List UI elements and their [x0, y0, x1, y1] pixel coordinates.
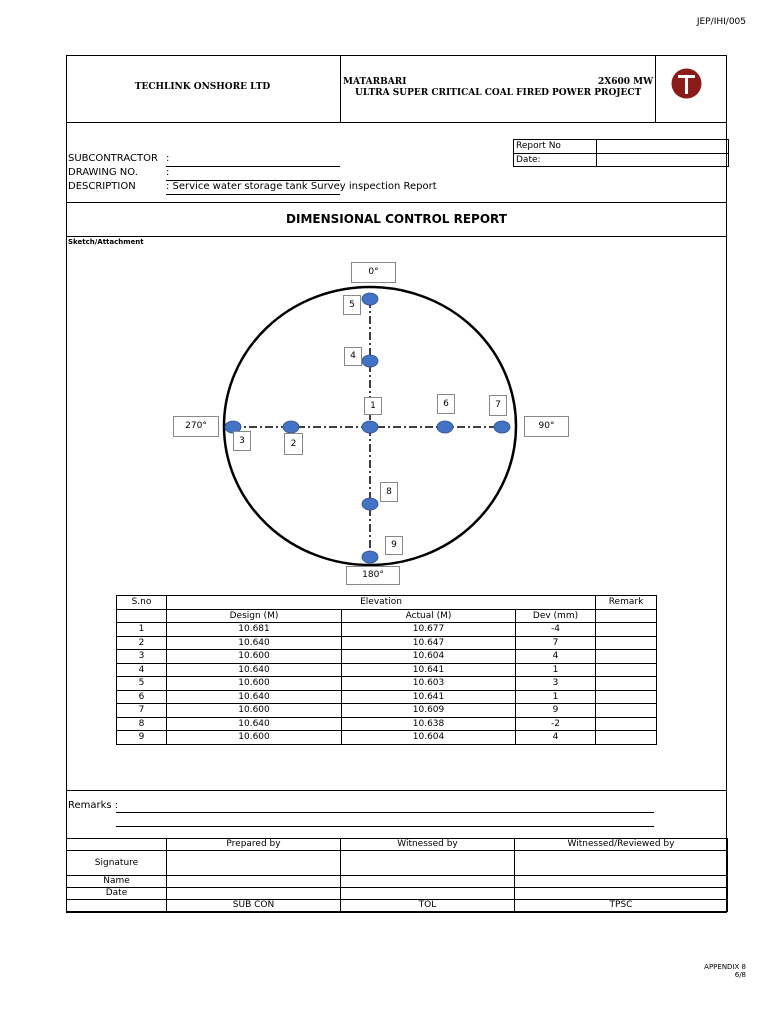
cell-actual: 10.609	[342, 704, 516, 718]
name-witnessed-field[interactable]	[341, 876, 515, 888]
table-row	[117, 663, 657, 677]
cell-remark	[596, 690, 657, 704]
point-label-7: 7	[489, 395, 507, 416]
header-remark: Remark	[596, 596, 657, 610]
point-label-5: 5	[343, 295, 361, 315]
date-witnessed-field[interactable]	[341, 888, 515, 900]
row-signature: Signature	[67, 851, 167, 876]
row-date: Date	[67, 888, 167, 900]
cell-design: 10.640	[167, 663, 342, 677]
name-prepared-field[interactable]	[167, 876, 341, 888]
signature-witnessed-field[interactable]	[341, 851, 515, 876]
project-title: ULTRA SUPER CRITICAL COAL FIRED POWER PROJECT	[355, 88, 642, 98]
date-prepared-field[interactable]	[167, 888, 341, 900]
cell-sno: 2	[117, 636, 167, 650]
cell-remark	[596, 717, 657, 731]
table-row	[117, 677, 657, 691]
header-sno: S.no	[117, 596, 167, 610]
angle-90-label: 90°	[524, 416, 569, 437]
cell-dev: 4	[516, 731, 596, 745]
col-reviewed-by: Witnessed/Reviewed by	[515, 839, 728, 851]
cell-dev: 7	[516, 636, 596, 650]
remarks-line-2[interactable]	[116, 826, 654, 827]
subcontractor-label: SUBCONTRACTOR	[68, 153, 158, 164]
foot-sub-con: SUB CON	[167, 900, 341, 912]
cell-dev: -4	[516, 623, 596, 637]
description-label: DESCRIPTION	[68, 181, 136, 192]
remarks-label: Remarks :	[68, 800, 119, 811]
table-row	[117, 704, 657, 718]
cell-remark	[596, 636, 657, 650]
row-name: Name	[67, 876, 167, 888]
cell-design: 10.600	[167, 677, 342, 691]
name-reviewed-field[interactable]	[515, 876, 728, 888]
cell-remark	[596, 731, 657, 745]
cell-dev: 9	[516, 704, 596, 718]
drawing-label: DRAWING NO.	[68, 167, 138, 178]
project-name-left: MATARBARI	[343, 77, 407, 87]
header-dev: Dev (mm)	[516, 609, 596, 623]
point-label-3: 3	[233, 431, 251, 451]
cell-remark	[596, 663, 657, 677]
header-actual: Actual (M)	[342, 609, 516, 623]
cell-design: 10.681	[167, 623, 342, 637]
foot-tol: TOL	[341, 900, 515, 912]
appendix-label: APPENDIX 8	[704, 963, 746, 971]
point-label-8: 8	[380, 482, 398, 502]
cell-dev: 1	[516, 663, 596, 677]
date-label: Date:	[514, 153, 597, 167]
cell-actual: 10.641	[342, 663, 516, 677]
cell-design: 10.600	[167, 650, 342, 664]
survey-point-1	[362, 421, 378, 433]
cell-sno: 9	[117, 731, 167, 745]
table-row	[117, 731, 657, 745]
report-no-label: Report No	[514, 140, 597, 154]
point-label-2: 2	[284, 433, 303, 455]
table-row	[117, 690, 657, 704]
header-elevation: Elevation	[167, 596, 596, 610]
cell-design: 10.640	[167, 717, 342, 731]
cell-actual: 10.638	[342, 717, 516, 731]
angle-0-label: 0°	[351, 262, 396, 283]
sketch-label: Sketch/Attachment	[68, 238, 144, 246]
survey-point-4	[362, 355, 378, 367]
subcontractor-value: :	[166, 153, 170, 164]
table-row	[117, 636, 657, 650]
table-row	[117, 623, 657, 637]
cell-design: 10.600	[167, 704, 342, 718]
col-witnessed-by: Witnessed by	[341, 839, 515, 851]
cell-dev: 1	[516, 690, 596, 704]
foot-tpsc: TPSC	[515, 900, 728, 912]
drawing-value: :	[166, 167, 170, 178]
cell-sno: 7	[117, 704, 167, 718]
point-label-6: 6	[437, 394, 455, 414]
cell-sno: 6	[117, 690, 167, 704]
report-title: DIMENSIONAL CONTROL REPORT	[286, 212, 507, 226]
survey-point-6	[437, 421, 453, 433]
angle-180-label: 180°	[346, 566, 400, 585]
cell-remark	[596, 704, 657, 718]
survey-point-8	[362, 498, 378, 510]
company-name: TECHLINK ONSHORE LTD	[134, 82, 271, 92]
cell-dev: 3	[516, 677, 596, 691]
cell-sno: 4	[117, 663, 167, 677]
cell-actual: 10.647	[342, 636, 516, 650]
cell-actual: 10.604	[342, 731, 516, 745]
cell-remark	[596, 677, 657, 691]
survey-point-2	[283, 421, 299, 433]
signoff-table	[66, 838, 728, 912]
cell-actual: 10.641	[342, 690, 516, 704]
cell-remark	[596, 650, 657, 664]
cell-sno: 8	[117, 717, 167, 731]
table-row	[117, 717, 657, 731]
point-label-1: 1	[364, 397, 382, 415]
cell-design: 10.640	[167, 636, 342, 650]
cell-design: 10.600	[167, 731, 342, 745]
survey-point-7	[494, 421, 510, 433]
page-number: 6/8	[734, 971, 746, 979]
signature-reviewed-field[interactable]	[515, 851, 728, 876]
cell-sno: 5	[117, 677, 167, 691]
col-prepared-by: Prepared by	[167, 839, 341, 851]
survey-point-9	[362, 551, 378, 563]
cell-sno: 3	[117, 650, 167, 664]
elevation-table	[116, 595, 657, 745]
cell-sno: 1	[117, 623, 167, 637]
cell-dev: -2	[516, 717, 596, 731]
cell-actual: 10.677	[342, 623, 516, 637]
description-value: : Service water storage tank Survey inspection Report	[166, 181, 437, 192]
document-reference: JEP/IHI/005	[696, 17, 746, 27]
point-label-9: 9	[385, 536, 403, 555]
cell-actual: 10.603	[342, 677, 516, 691]
date-reviewed-field[interactable]	[515, 888, 728, 900]
cell-actual: 10.604	[342, 650, 516, 664]
cell-design: 10.640	[167, 690, 342, 704]
cell-remark	[596, 623, 657, 637]
signature-prepared-field[interactable]	[167, 851, 341, 876]
header-design: Design (M)	[167, 609, 342, 623]
remarks-line-1[interactable]	[116, 812, 654, 813]
table-row	[117, 650, 657, 664]
survey-point-5	[362, 293, 378, 305]
angle-270-label: 270°	[173, 416, 219, 437]
cell-dev: 4	[516, 650, 596, 664]
project-capacity: 2X600 MW	[598, 77, 654, 87]
point-label-4: 4	[344, 347, 362, 366]
